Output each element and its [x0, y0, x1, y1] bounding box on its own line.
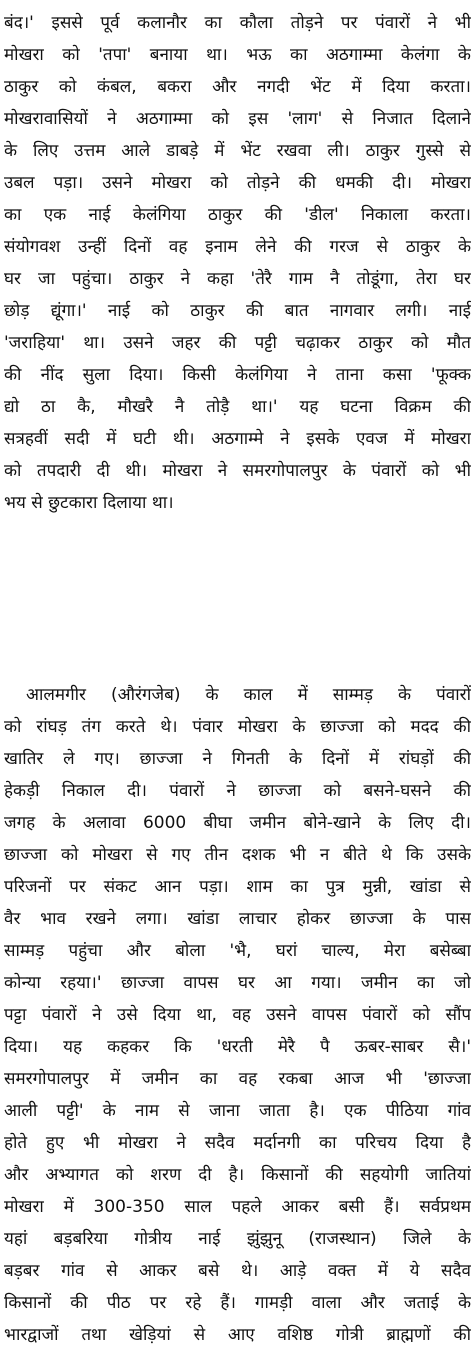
text-line: परिजनों पर संकट आन पड़ा। शाम का पुत्र मुन्नी, खांडा से: [4, 877, 471, 897]
text-line: मोखरावासियों ने अठगाम्मा को इस 'लाग' से निजात दिलाने: [4, 109, 471, 129]
text-line: मोखरा को 'तपा' बनाया था। भऊ का अठगाम्मा केलंगा के: [4, 45, 471, 65]
text-line: 'जराहिया' था। उसने जहर की पट्टी चढ़ाकर ठाकुर को मौत: [4, 333, 471, 353]
text-line: होते हुए भी मोखरा ने सदैव मर्दानगी का परिचय दिया है: [4, 1133, 471, 1153]
text-line: की नींद सुला दिया। किसी केलंगिया ने ताना कसा 'फूक्क: [4, 365, 471, 385]
text-line: संयोगवश उन्हीं दिनों वह इनाम लेने की गरज से ठाकुर के: [4, 237, 471, 257]
paragraph-1: [4, 7, 471, 519]
text-line: जगह के अलावा 6000 बीघा जमीन बोने-खाने के लिए दी।: [4, 813, 471, 833]
text-line: यहां बड़बरिया गोत्रीय नाई झुंझुनू (राजस्थान) जिले के: [4, 1229, 471, 1249]
text-line: भारद्वाजों तथा खेड़ियां से आए वशिष्ठ गोत्री ब्राह्मणों की: [4, 1325, 471, 1345]
text-line: सत्रहवीं सदी में घटी थी। अठगाम्मे ने इसके एवज में मोखरा: [4, 429, 471, 449]
text-line: के लिए उत्तम आले डाबड़े में भेंट रखवा ली। ठाकुर गुस्से से: [4, 141, 471, 161]
text-line: किसानों की पीठ पर रहे हैं। गामड़ी वाला और जताई के: [4, 1293, 471, 1313]
text-line: कोन्या रहया।' छाज्जा वापस घर आ गया। जमीन का जो: [4, 973, 471, 993]
text-line: घर जा पहुंचा। ठाकुर ने कहा 'तेरै गाम नै तोडूंगा, तेरा घर: [4, 269, 471, 289]
text-line: ठाकुर को कंबल, बकरा और नगदी भेंट में दिया करता।: [4, 77, 471, 97]
text-line: समरगोपालपुर में जमीन का वह रकबा आज भी 'छाज्जा: [4, 1069, 471, 1089]
paragraph-2: [4, 679, 471, 1351]
text-line: हेकड़ी निकाल दी। पंवारों ने छाज्जा को बसने-घसने की: [4, 781, 471, 801]
text-line: दिया। यह कहकर कि 'धरती मेरै पै ऊबर-साबर सै।': [4, 1037, 471, 1057]
text-line: मोखरा में 300-350 साल पहले आकर बसी हैं। सर्वप्रथम: [4, 1197, 471, 1217]
text-line: खातिर ले गए। छाज्जा ने गिनती के दिनों में रांघड़ों की: [4, 749, 471, 769]
text-line: उबल पड़ा। उसने मोखरा को तोड़ने की धमकी दी। मोखरा: [4, 173, 471, 193]
text-line: का एक नाई केलंगिया ठाकुर की 'डील' निकाला करता।: [4, 205, 471, 225]
text-line: भय से छुटकारा दिलाया था।: [4, 493, 174, 513]
text-line: बंद।' इससे पूर्व कलानौर का कौला तोड़ने पर पंवारों ने भी: [4, 13, 471, 33]
text-line: आलमगीर (औरंगजेब) के काल में साम्मड़ के पंवारों: [26, 685, 471, 705]
text-line: छाज्जा को मोखरा से गए तीन दशक भी न बीते थे कि उसके: [4, 845, 471, 865]
text-line: और अभ्यागत को शरण दी है। किसानों की सहयोगी जातियां: [4, 1165, 471, 1185]
text-line: आली पट्टी' के नाम से जाना जाता है। एक पीठिया गांव: [4, 1101, 471, 1121]
text-line: को रांघड़ तंग करते थे। पंवार मोखरा के छाज्जा को मदद की: [4, 717, 471, 737]
text-line: छोड़ द्यूंगा।' नाई को ठाकुर की बात नागवार लगी। नाई: [4, 301, 471, 321]
text-line: पट्टा पंवारों ने उसे दिया था, वह उसने वापस पंवारों को सौंप: [4, 1005, 471, 1025]
text-line: बड़बर गांव से आकर बसे थे। आड़े वक्त में ये सदैव: [4, 1261, 471, 1281]
text-line: वैर भाव रखने लगा। खांडा लाचार होकर छाज्जा के पास: [4, 909, 471, 929]
text-line: द्यो ठा कै, मौखरै नै तोड़ै था।' यह घटना विक्रम की: [4, 397, 471, 417]
text-line: को तपदारी दी थी। मोखरा ने समरगोपालपुर के पंवारों को भी: [4, 461, 471, 481]
text-line: साम्मड़ पहुंचा और बोला 'भै, घरां चाल्य, मेरा बसेब्बा: [4, 941, 471, 961]
